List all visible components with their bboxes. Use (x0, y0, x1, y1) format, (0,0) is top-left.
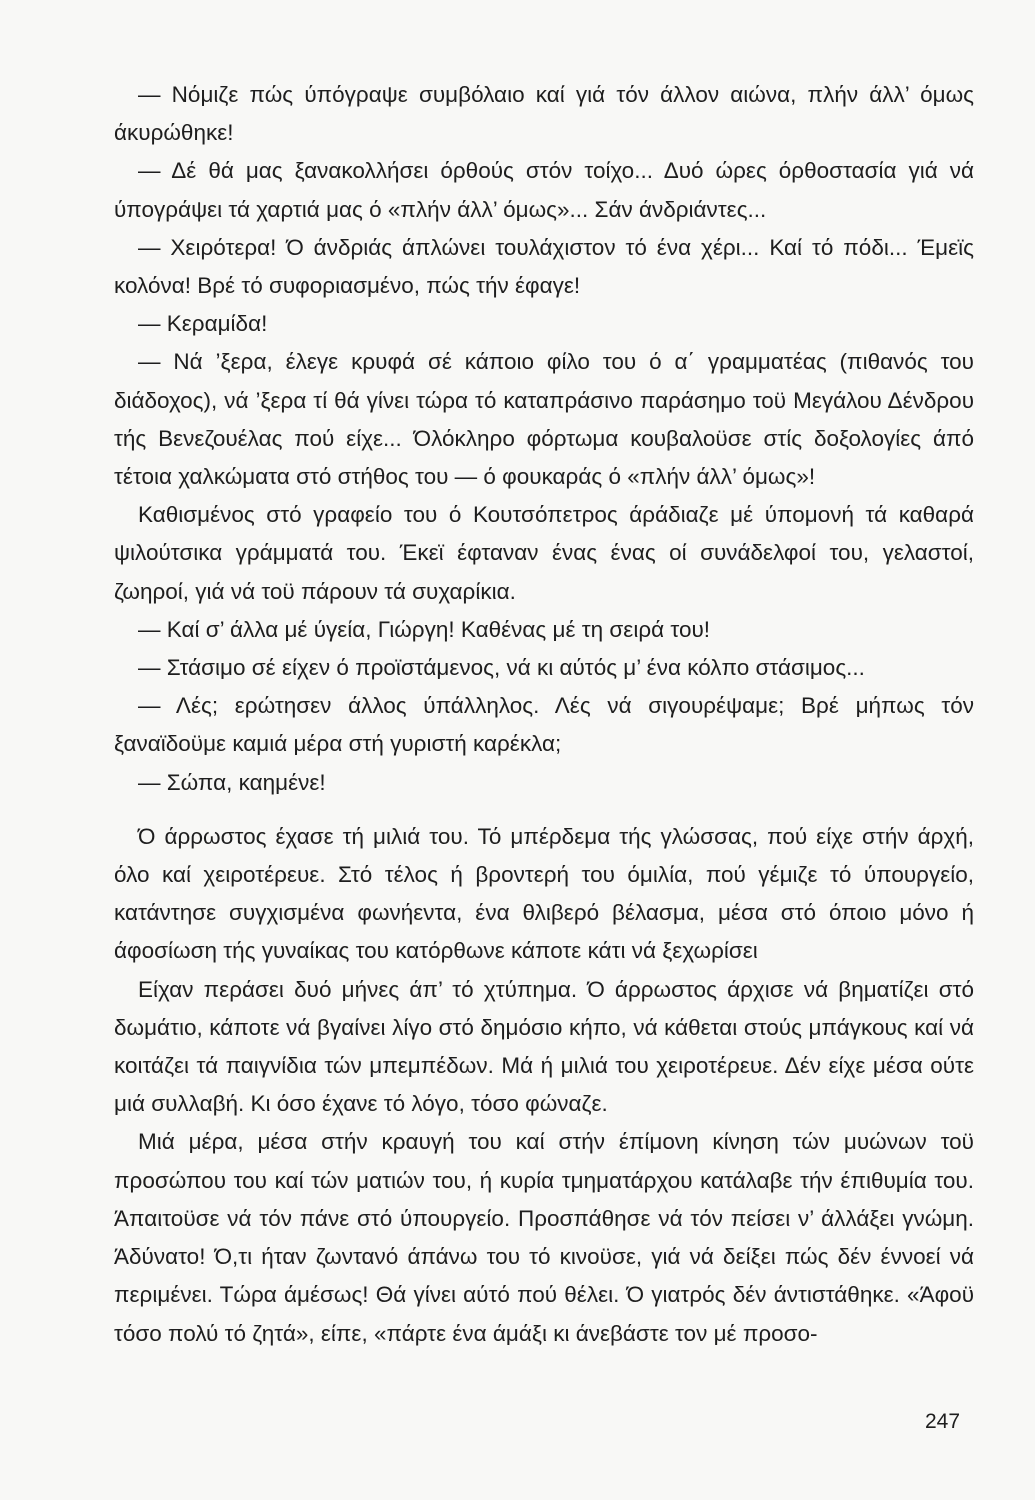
paragraph: — Λές; ερώτησεν άλλος ύπάλληλος. Λές νά σιγουρέψαμε; Βρέ μήπως τόν ξαναϊδοϋμε καμιά μέρα στή γυριστή καρέκλα; (114, 693, 974, 757)
paragraph: Μιά μέρα, μέσα στήν κραυγή του καί στήν έπίμονη κίνηση τών μυώνων τοϋ προσώπου του καί τών ματιών του, ή κυρία τμηματάρχου κατάλαβε τήν έπιθυμία του. Άπαιτοϋσε νά τόν πάνε στό ύπουργείο. Προσπάθησε νά τόν πείσει ν’ άλλάξει γνώμη. Άδύνατο! Ό,τι ήταν ζωντανό άπάνω του τό κινοϋσε, γιά νά δείξει πώς δέν έννοεί νά περιμένει. Τώρα άμέσως! Θά γίνει αύτό πού θέλει. Ό γιατρός δέν άντιστάθηκε. «Άφοϋ τόσο πολύ τό ζητά», είπε, «πάρτε ένα άμάξι κι άνεβάστε τον μέ προσο- (114, 1129, 974, 1346)
paragraph: — Νόμιζε πώς ύπόγραψε συμβόλαιο καί γιά τόν άλλον αιώνα, πλήν άλλ’ όμως άκυρώθηκε! (114, 82, 974, 146)
paragraph: — Δέ θά μας ξανακολλήσει όρθούς στόν τοίχο... Δυό ώρες όρθοστασία γιά νά ύπογράψει τά χαρτιά μας ό «πλήν άλλ’ όμως»... Σάν άνδριάντες... (114, 158, 974, 222)
paragraph: — Στάσιμο σέ είχεν ό προϊστάμενος, νά κι αύτός μ’ ένα κόλπο στάσιμος... (138, 655, 865, 681)
paragraph: — Κεραμίδα! (138, 311, 268, 337)
page-number: 247 (925, 1410, 961, 1433)
paragraph: Ό άρρωστος έχασε τή μιλιά του. Τό μπέρδεμα τής γλώσσας, πού είχε στήν άρχή, όλο καί χειροτέρευε. Στό τέλος ή βροντερή του όμιλία, πού γέμιζε τό ύπουργείο, κατάντησε συγχισμένα φωνήεντα, ένα θλιβερό βέλασμα, μέσα στό όποιο μόνο ή άφοσίωση τής γυναίκας του κατόρθωνε κάποτε κάτι νά ξεχωρίσει (114, 823, 974, 964)
paragraph: — Σώπα, καημένε! (138, 769, 326, 795)
paragraph: — Καί σ’ άλλα μέ ύγεία, Γιώργη! Καθένας μέ τη σειρά του! (138, 616, 711, 642)
paragraph: Καθισμένος στό γραφείο του ό Κουτσόπετρος άράδιαζε μέ ύπομονή τά καθαρά ψιλούτσικα γράμματά του. Έκεϊ έφταναν ένας ένας οί συνάδελφοί του, γελαστοί, ζωηροί, γιά νά τοϋ πάρουν τά συχαρίκια. (114, 502, 974, 604)
page-text (114, 76, 974, 1353)
paragraph: — Χειρότερα! Ό άνδριάς άπλώνει τουλάχιστον τό ένα χέρι... Καί τό πόδι... Έμεϊς κολόνα! Βρέ τό συφοριασμένο, πώς τήν έφαγε! (114, 234, 974, 299)
section-break (114, 802, 974, 818)
paragraph: Είχαν περάσει δυό μήνες άπ’ τό χτύπημα. Ό άρρωστος άρχισε νά βηματίζει στό δωμάτιο, κάποτε νά βγαίνει λίγο στό δημόσιο κήπο, νά κάθεται στούς μπάγκους καί νά κοιτάζει τά παιγνίδια τών μπεμπέδων. Μά ή μιλιά του χειροτέρευε. Δέν είχε μέσα ούτε μιά συλλαβή. Κι όσο έχανε τό λόγο, τόσο φώναζε. (114, 976, 974, 1117)
paragraph: — Νά ’ξερα, έλεγε κρυφά σέ κάποιο φίλο του ό α΄ γραμματέας (πιθανός του διάδοχος), νά ’ξερα τί θά γίνει τώρα τό καταπράσινο παράσημο τοϋ Μεγάλου Δένδρου τής Βενεζουέλας πού είχε... Όλόκληρο φόρτωμα κουβαλοϋσε στίς δοξολογίες άπό τέτοια χαλκώματα στό στήθος του — ό φουκαράς ό «πλήν άλλ’ όμως»! (114, 349, 974, 490)
